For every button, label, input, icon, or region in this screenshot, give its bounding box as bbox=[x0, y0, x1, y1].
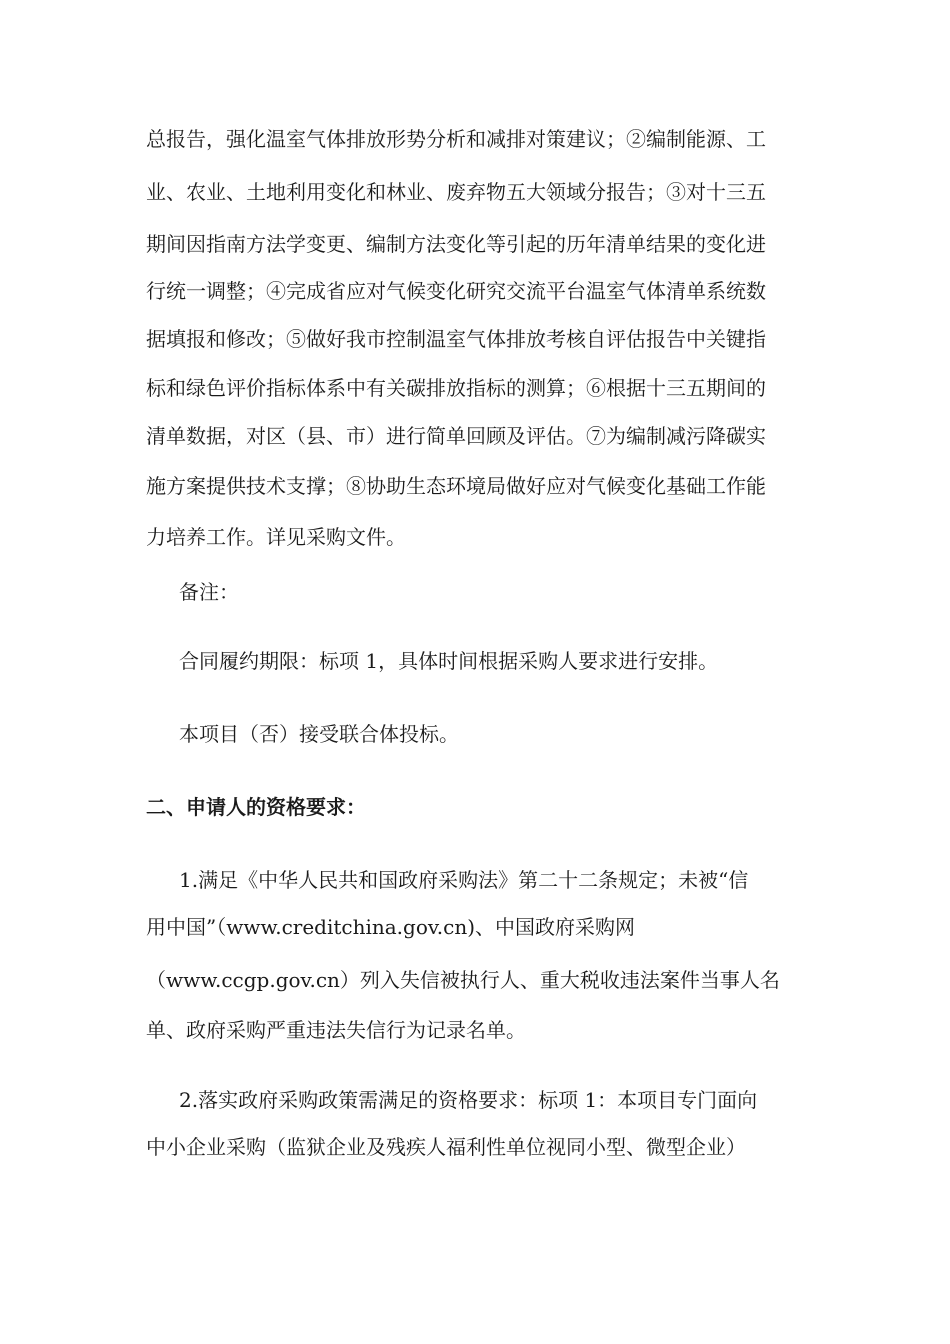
text-line: 期间因指南方法学变更、编制方法变化等引起的历年清单结果的变化进 bbox=[146, 232, 766, 256]
text-line: 标和绿色评价指标体系中有关碳排放指标的测算；⑥根据十三五期间的 bbox=[146, 376, 766, 400]
text-line: 1.满足《中华人民共和国政府采购法》第二十二条规定；未被“信 bbox=[179, 868, 749, 892]
text-line: 据填报和修改；⑤做好我市控制温室气体排放考核自评估报告中关键指 bbox=[146, 327, 766, 351]
text-line: （www.ccgp.gov.cn）列入失信被执行人、重大税收违法案件当事人名 bbox=[146, 968, 780, 992]
contract-period-text: 合同履约期限：标项 1，具体时间根据采购人要求进行安排。 bbox=[179, 649, 719, 673]
text-line: 行统一调整；④完成省应对气候变化研究交流平台温室气体清单系统数 bbox=[146, 279, 766, 303]
consortium-text: 本项目（否）接受联合体投标。 bbox=[179, 722, 459, 746]
text-line: 中小企业采购（监狱企业及残疾人福利性单位视同小型、微型企业） bbox=[146, 1135, 746, 1159]
text-line: 力培养工作。详见采购文件。 bbox=[146, 525, 406, 549]
text-line: 2.落实政府采购政策需满足的资格要求：标项 1：本项目专门面向 bbox=[179, 1088, 758, 1112]
text-line: 业、农业、土地利用变化和林业、废弃物五大领域分报告；③对十三五 bbox=[146, 180, 766, 204]
text-line: 施方案提供技术支撑；⑧协助生态环境局做好应对气候变化基础工作能 bbox=[146, 474, 766, 498]
text-line: 用中国”（www.creditchina.gov.cn)、中国政府采购网 bbox=[146, 915, 636, 939]
text-line: 单、政府采购严重违法失信行为记录名单。 bbox=[146, 1018, 526, 1042]
remarks-label: 备注： bbox=[179, 580, 239, 604]
section-heading: 二、申请人的资格要求： bbox=[146, 795, 366, 819]
text-line: 清单数据，对区（县、市）进行简单回顾及评估。⑦为编制减污降碳实 bbox=[146, 424, 766, 448]
text-line: 总报告，强化温室气体排放形势分析和减排对策建议；②编制能源、工 bbox=[146, 127, 766, 151]
